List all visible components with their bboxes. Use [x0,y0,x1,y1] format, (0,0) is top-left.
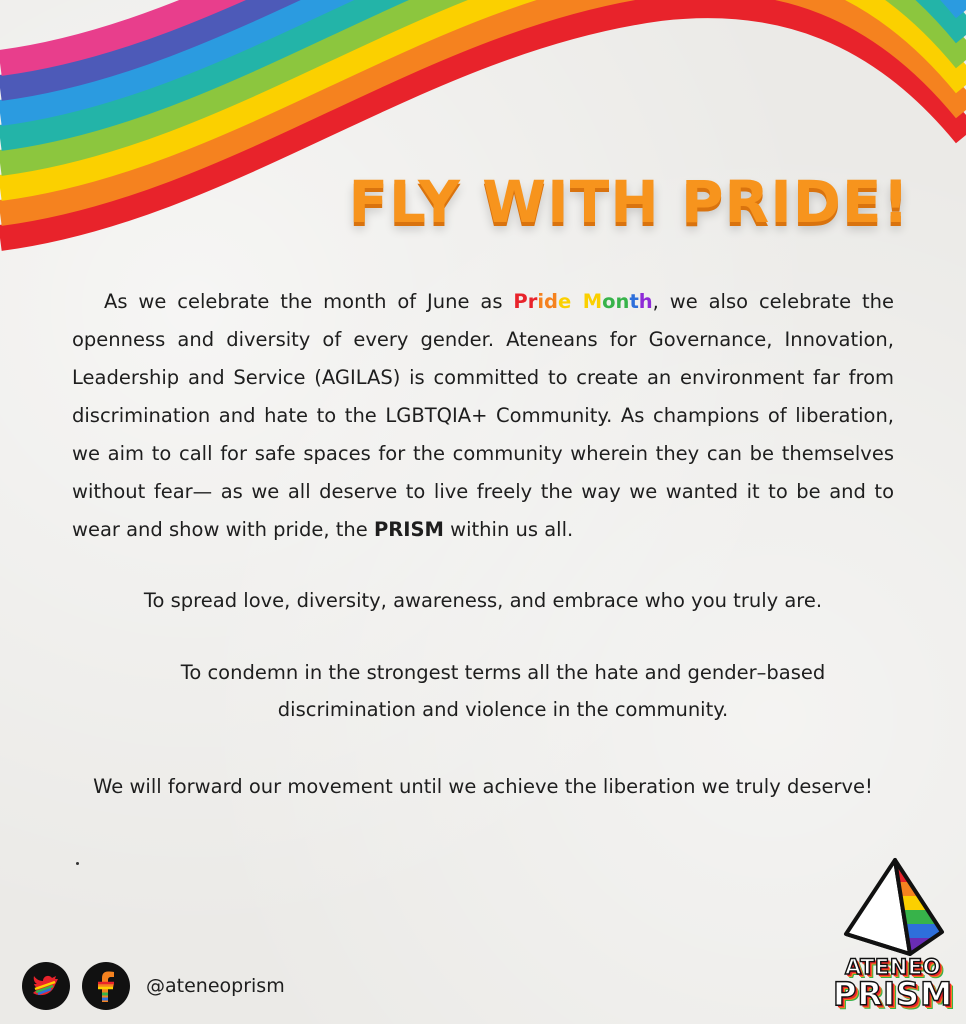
pride-month-highlight [513,290,652,313]
highlight-letter: o [602,290,616,313]
intro-text-start: As we celebrate the month of June as [104,290,514,313]
highlight-letter: r [527,290,538,313]
statement-forward-movement: We will forward our movement until we achieve the liberation we truly deserve! [93,775,873,798]
social-links [22,962,285,1010]
stray-dot [76,862,79,865]
highlight-letter: e [558,290,572,313]
twitter-icon[interactable] [22,962,70,1010]
logo-prism-text: PRISM [833,975,953,1013]
intro-paragraph [72,283,894,549]
rainbow-wave-banner [0,0,966,280]
social-handle[interactable]: @ateneoprism [146,975,285,997]
statement-condemn-hate: To condemn in the strongest terms all the hate and gender–based discrimination and violence in the community. [180,661,826,721]
highlight-letter: i [537,290,545,313]
intro-text-end: within us all. [443,518,574,541]
highlight-letter [571,290,583,313]
facebook-icon[interactable] [82,962,130,1010]
highlight-letter: n [615,290,630,313]
highlight-letter: h [638,290,653,313]
twitter-bird-glyph [31,973,61,999]
highlight-letter: P [513,290,528,313]
intro-text-middle: , we also celebrate the openness and diversity of every gender. Ateneans for Governance, Innovation, Leadership and Service (AGILAS) is committed to create an environment far from discrimination and hate to the LGBTQIA+ Community. As champions of liberation, we aim to call for safe spaces for the community wherein they can be themselves without fear— as we all deserve to live freely the way we wanted it to be and to wear and show with pride, the [72,290,894,541]
highlight-letter: d [544,290,558,313]
prism-bold-word: PRISM [373,518,444,541]
highlight-letter: M [582,290,603,313]
logo-ateneo-text: ATENEO [844,955,942,979]
highlight-letter: t [629,290,639,313]
headline-title: FLY WITH PRIDE! [348,168,910,236]
statement-spread-love: To spread love, diversity, awareness, and embrace who you truly are. [143,589,823,612]
facebook-f-glyph [95,970,117,1002]
